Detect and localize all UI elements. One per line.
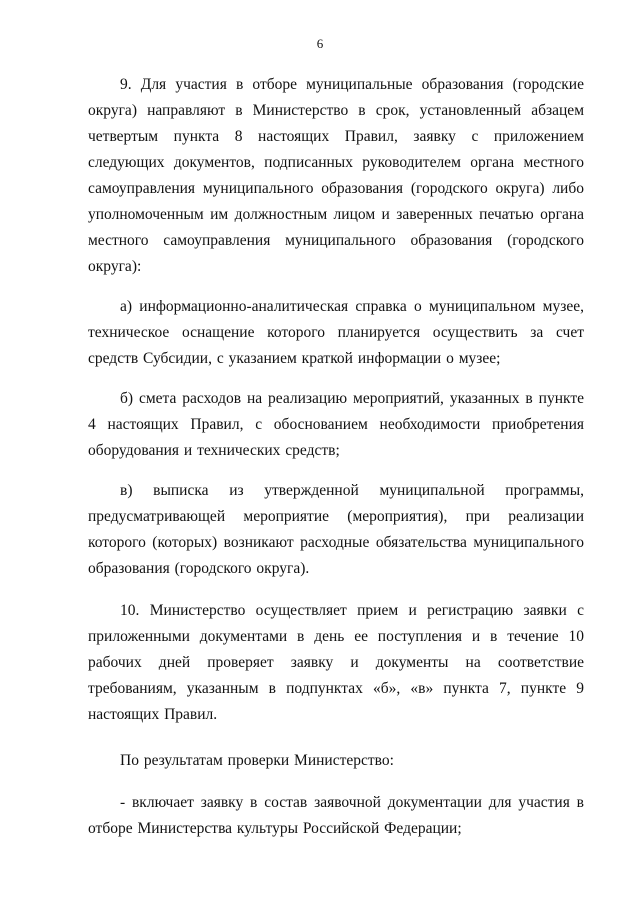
page-number: 6 <box>316 36 324 51</box>
paragraph-10: 10. Министерство осуществляет прием и регистрацию заявки с приложенными документами в день ее поступления и в течение 10 рабочих дней проверяет заявку и документы на соответствие требованиям, указанным в подпунктах «б», «в» пункта 7, пункте 9 настоящих Правил. <box>88 602 584 723</box>
paragraph-item-b: б) смета расходов на реализацию мероприятий, указанных в пункте 4 настоящих Правил, с обоснованием необходимости приобретения оборудования и технических средств; <box>88 390 584 459</box>
paragraph-check-results: По результатам проверки Министерство: <box>120 752 394 769</box>
paragraph-item-v: в) выписка из утвержденной муниципальной программы, предусматривающей мероприятие (мероприятия), при реализации которого (которых) возникают расходные обязательства муниципального образования (городского округа). <box>88 482 584 577</box>
document-body <box>88 72 584 842</box>
paragraph-9: 9. Для участия в отборе муниципальные образования (городские округа) направляют в Министерство в срок, установленный абзацем четвертым пункта 8 настоящих Правил, заявку с приложением следующих документов, подписанных руководителем органа местного самоуправления муниципального образования (городского округа) либо уполномоченным им должностным лицом и заверенных печатью органа местного самоуправления муниципального образования (городского округа): <box>88 76 584 275</box>
paragraph-includes-application: - включает заявку в состав заявочной документации для участия в отборе Министерства культуры Российской Федерации; <box>88 794 584 837</box>
paragraph-item-a: а) информационно-аналитическая справка о муниципальном музее, техническое оснащение которого планируется осуществить за счет средств Субсидии, с указанием краткой информации о музее; <box>88 298 584 367</box>
